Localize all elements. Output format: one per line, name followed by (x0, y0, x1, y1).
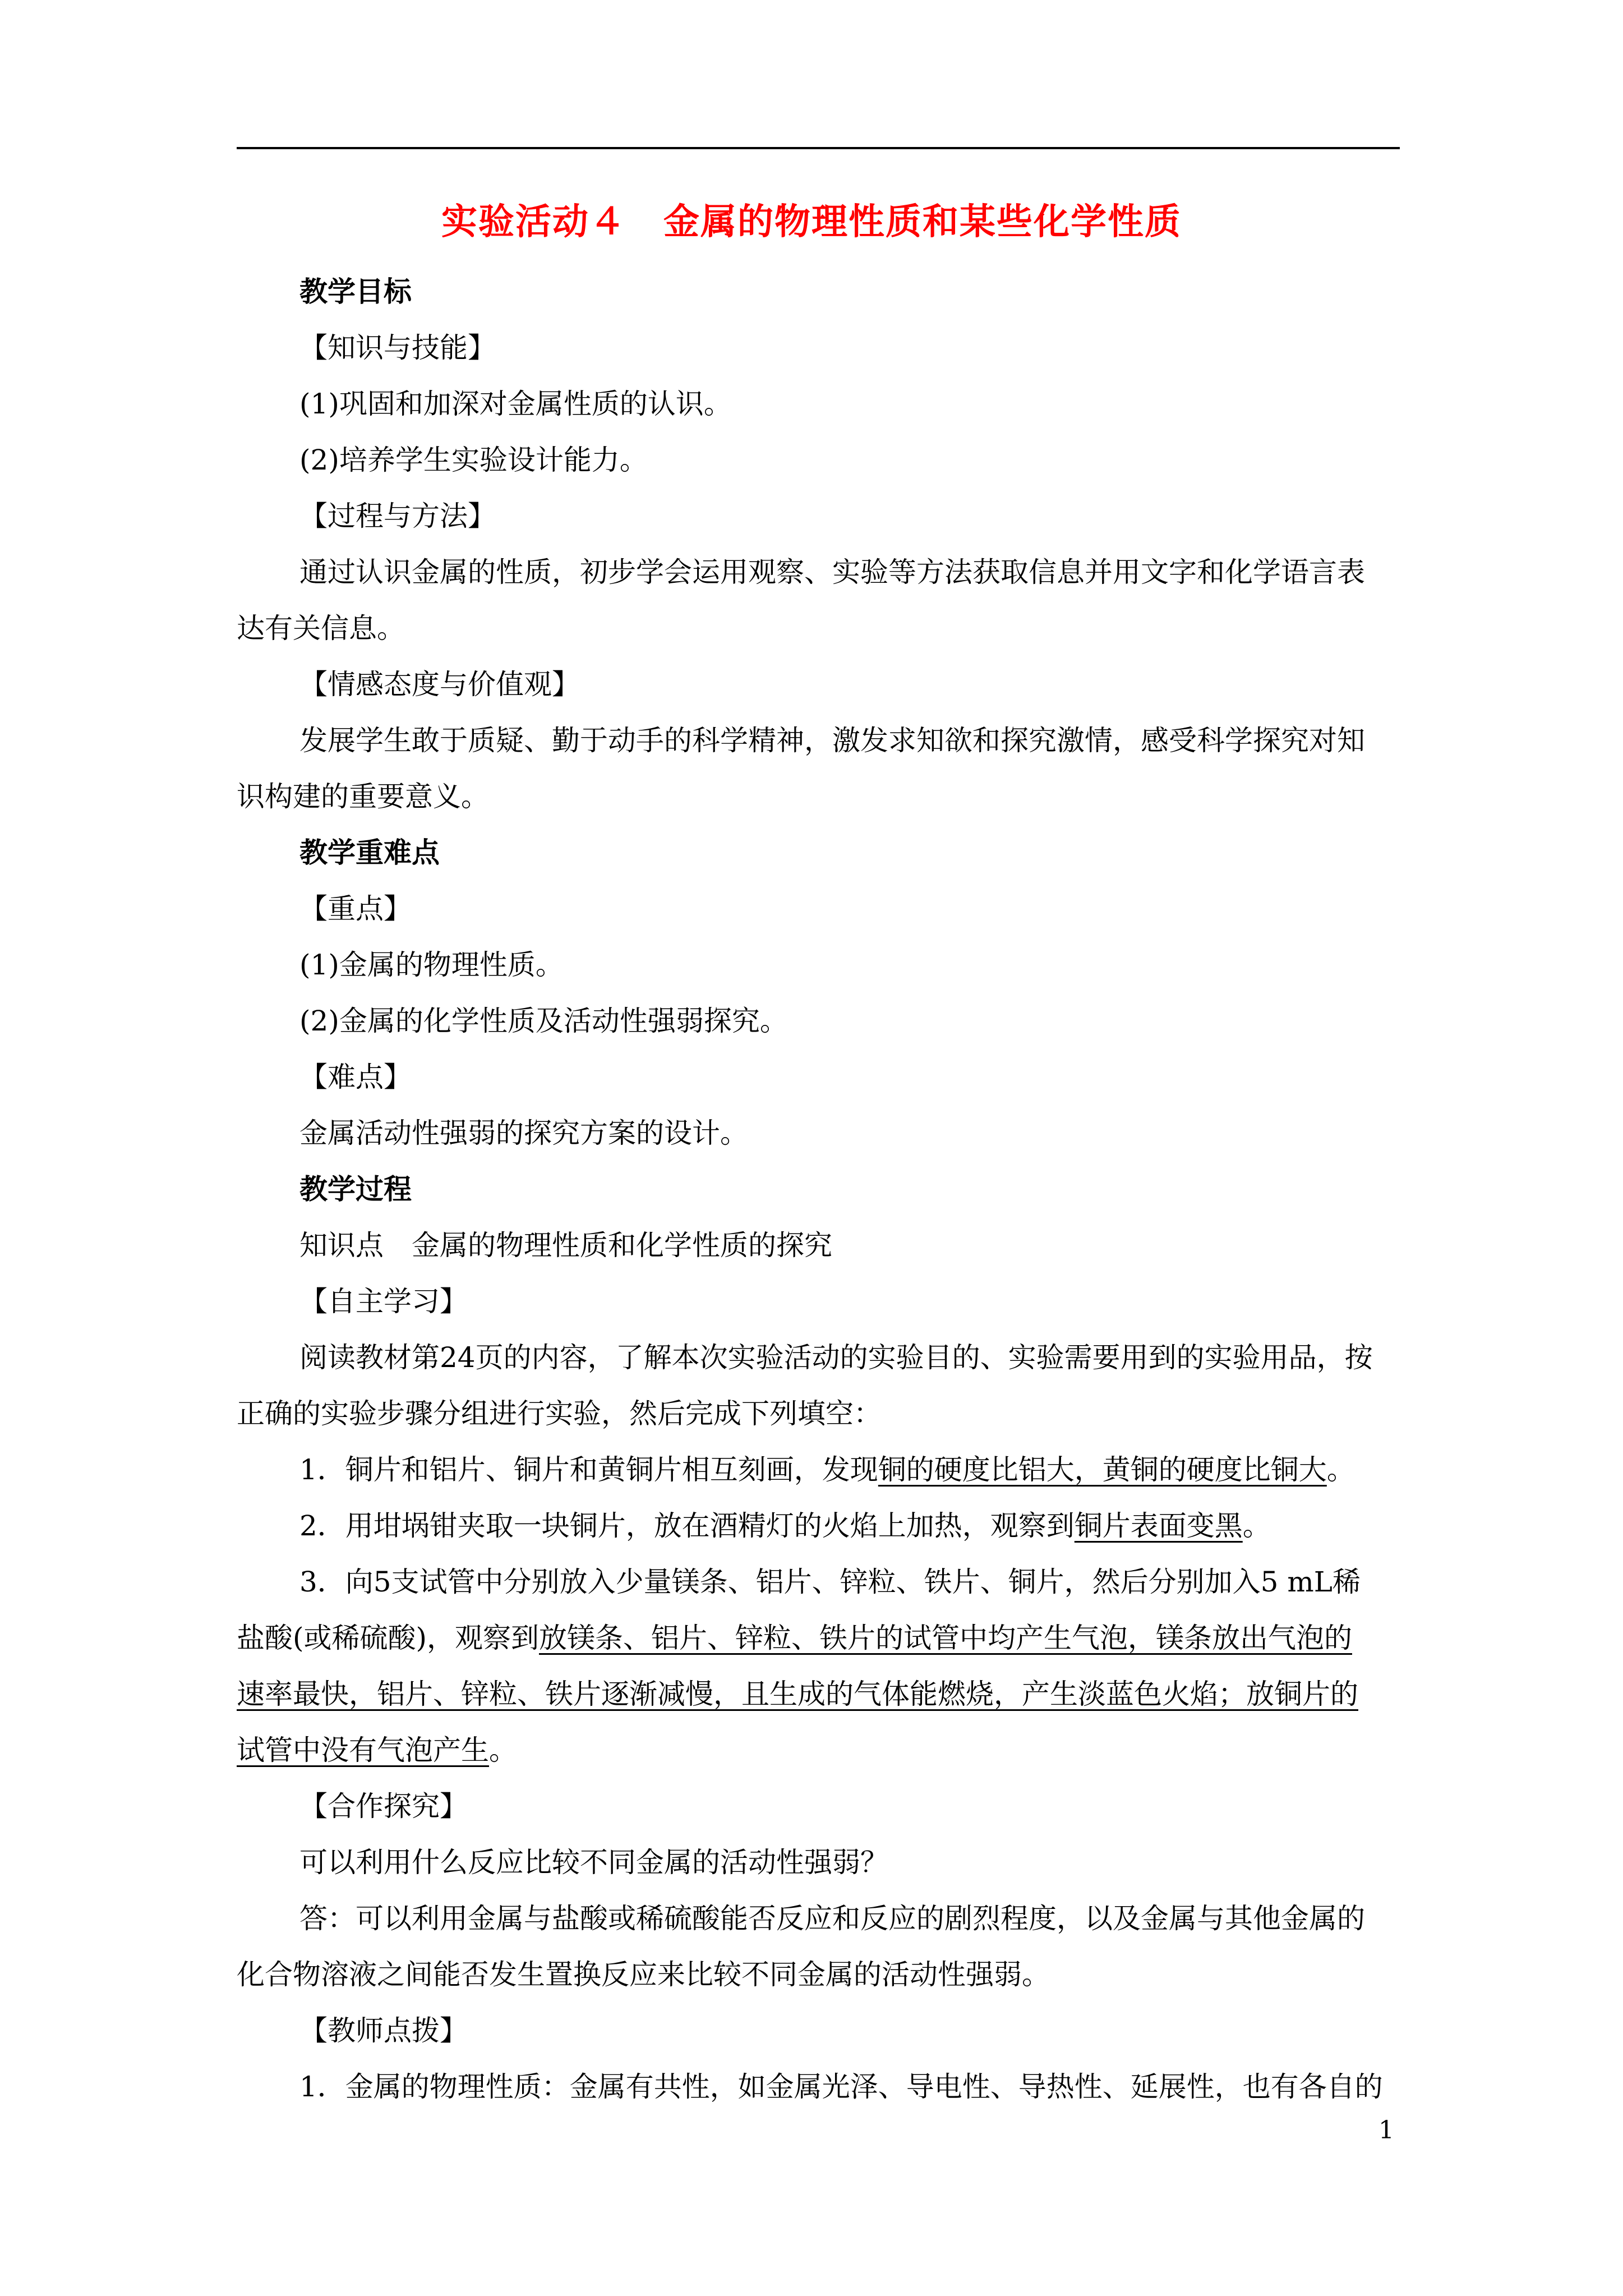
line-prefix: 盐酸(或稀硫酸)，观察到 (237, 1622, 540, 1654)
line-process-heading: 教学过程 (299, 1172, 412, 1205)
line-key-tag: 【重点】 (299, 892, 412, 925)
line-knowledge-point: 知识点 金属的物理性质和化学性质的探究 (299, 1229, 832, 1262)
line-em-text-1: 发展学生敢于质疑、勤于动手的科学精神，激发求知欲和探究激情，感受科学探究对知 (299, 724, 1365, 757)
line-fill-3-4 (237, 1722, 1400, 1778)
line-fill-3-2 (237, 1610, 1400, 1666)
line-difficult-text: 金属活动性强弱的探究方案的设计。 (299, 1117, 748, 1149)
line-ks-item-2: (2)培养学生实验设计能力。 (299, 444, 648, 476)
line-process-method-tag: 【过程与方法】 (299, 500, 496, 532)
line-fill-2 (299, 1498, 1400, 1554)
answer-underlined: 速率最快，铝片、锌粒、铁片逐渐减慢，且生成的气体能燃烧，产生淡蓝色火焰；放铜片的 (237, 1678, 1358, 1710)
line-self-study-tag: 【自主学习】 (299, 1285, 468, 1318)
line-cooperation-tag: 【合作探究】 (299, 1790, 468, 1823)
line-suffix: 。 (1326, 1453, 1355, 1486)
line-key-item-1: (1)金属的物理性质。 (299, 949, 564, 981)
line-ss-text-1: 阅读教材第24页的内容，了解本次实验活动的实验目的、实验需要用到的实验用品，按 (299, 1341, 1373, 1374)
line-teacher-text-1: 1．金属的物理性质：金属有共性，如金属光泽、导电性、导热性、延展性，也有各自的 (299, 2070, 1383, 2103)
line-ss-text-2: 正确的实验步骤分组进行实验，然后完成下列填空： (237, 1397, 882, 1430)
line-pm-text-1: 通过认识金属的性质，初步学会运用观察、实验等方法获取信息并用文字和化学语言表 (299, 556, 1365, 588)
line-teacher-tag: 【教师点拨】 (299, 2014, 468, 2047)
document-body (237, 264, 1400, 2115)
line-ks-item-1: (1)巩固和加深对金属性质的认识。 (299, 388, 732, 420)
line-coop-answer-1: 答：可以利用金属与盐酸或稀硫酸能否反应和反应的剧烈程度，以及金属与其他金属的 (299, 1902, 1365, 1935)
line-suffix: 。 (1242, 1510, 1271, 1542)
answer-underlined: 铜的硬度比铝大，黄铜的硬度比铜大 (878, 1453, 1327, 1486)
line-coop-answer-2: 化合物溶液之间能否发生置换反应来比较不同金属的活动性强弱。 (237, 1958, 1050, 1991)
line-difficult-tag: 【难点】 (299, 1061, 412, 1093)
page-number: 1 (1378, 2116, 1394, 2145)
line-prefix: 2．用坩埚钳夹取一块铜片，放在酒精灯的火焰上加热，观察到 (299, 1510, 1075, 1542)
line-pm-text-2: 达有关信息。 (237, 612, 405, 645)
answer-underlined: 放镁条、铝片、锌粒、铁片的试管中均产生气泡，镁条放出气泡的 (539, 1622, 1353, 1654)
line-key-item-2: (2)金属的化学性质及活动性强弱探究。 (299, 1005, 788, 1037)
answer-underlined: 试管中没有气泡产生 (237, 1734, 489, 1766)
line-em-text-2: 识构建的重要意义。 (237, 780, 489, 813)
line-key-difficult-heading: 教学重难点 (299, 836, 440, 869)
header-rule (237, 147, 1400, 149)
line-suffix: 。 (489, 1734, 517, 1766)
line-coop-question: 可以利用什么反应比较不同金属的活动性强弱？ (299, 1846, 888, 1879)
line-emotion-tag: 【情感态度与价值观】 (299, 668, 580, 701)
line-fill-3-3 (237, 1666, 1400, 1722)
line-fill-3-1: 3．向5支试管中分别放入少量镁条、铝片、锌粒、铁片、铜片，然后分别加入5 mL稀 (299, 1566, 1361, 1598)
line-objectives-heading: 教学目标 (299, 275, 412, 308)
line-knowledge-skills-tag: 【知识与技能】 (299, 332, 496, 364)
answer-underlined: 铜片表面变黑 (1074, 1510, 1243, 1542)
line-prefix: 1．铜片和铝片、铜片和黄铜片相互刻画，发现 (299, 1453, 878, 1486)
line-fill-1 (299, 1442, 1400, 1498)
page-title: 实验活动４ 金属的物理性质和某些化学性质 (441, 201, 1182, 243)
